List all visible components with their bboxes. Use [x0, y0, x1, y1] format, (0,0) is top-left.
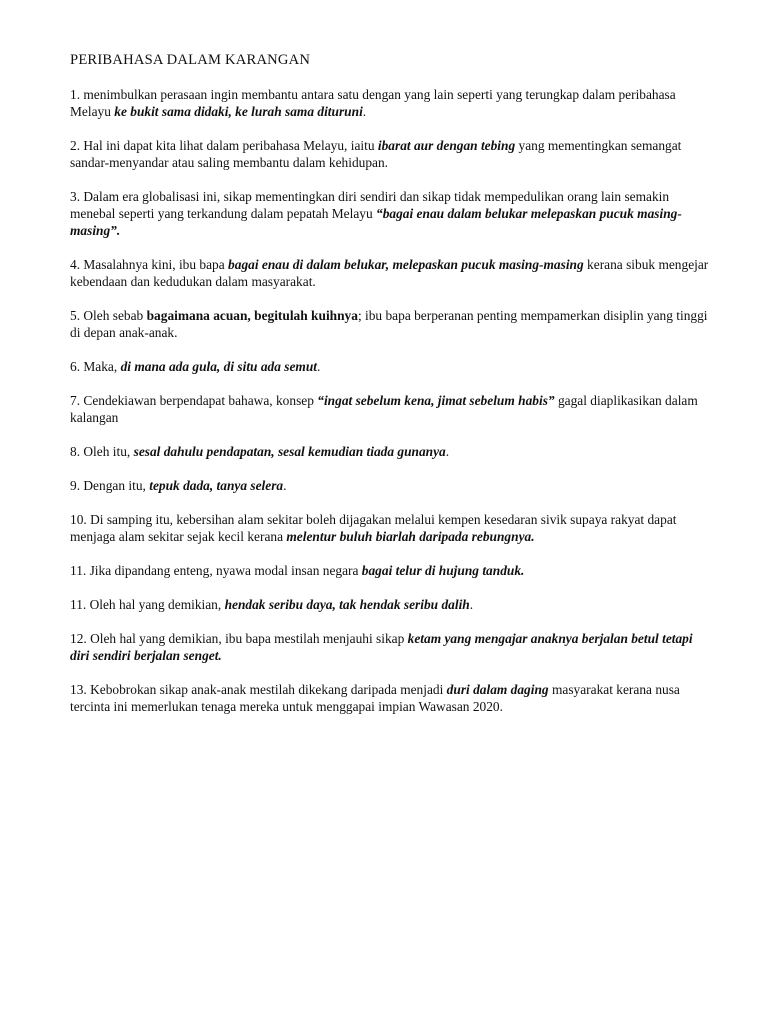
paragraph-text: kerana sibuk mengejar kebendaan dan kedudukan dalam masyarakat. — [70, 257, 709, 289]
paragraph-item — [70, 86, 710, 120]
paragraph-text: . — [469, 597, 474, 612]
paragraph-text: masyarakat kerana nusa tercinta ini memerlukan tenaga mereka untuk menggapai impian Wawasan 2020. — [70, 682, 680, 714]
paragraph-item — [70, 562, 710, 579]
proverb-text: “ingat sebelum kena, jimat sebelum habis” — [317, 393, 555, 408]
paragraph-text: ; ibu bapa berperanan penting mempamerkan disiplin yang tinggi di depan anak-anak. — [70, 308, 708, 340]
paragraph-text: 3. Dalam era globalisasi ini, sikap mementingkan diri sendiri dan sikap tidak mempedulikan orang lain semakin menebal seperti yang terkandung dalam pepatah Melayu — [70, 189, 670, 221]
paragraph-text: 2. Hal ini dapat kita lihat dalam peribahasa Melayu, iaitu — [70, 138, 378, 153]
proverb-text: hendak seribu daya, tak hendak seribu dalih — [224, 597, 470, 612]
proverb-text: di mana ada gula, di situ ada semut — [120, 359, 318, 374]
proverb-text: ketam yang mengajar anaknya berjalan betul tetapi diri sendiri berjalan senget. — [70, 631, 693, 663]
proverb-text: ibarat aur dengan tebing — [377, 138, 516, 153]
paragraph-text: 7. Cendekiawan berpendapat bahawa, konsep — [70, 393, 318, 408]
paragraph-list — [70, 86, 710, 715]
paragraph-item — [70, 681, 710, 715]
paragraph-text: 5. Oleh sebab — [70, 308, 147, 323]
paragraph-text: . — [283, 478, 287, 493]
paragraph-text: 1. menimbulkan perasaan ingin membantu antara satu dengan yang lain seperti yang terungkap dalam peribahasa Melayu — [70, 87, 676, 119]
paragraph-text: . — [317, 359, 321, 374]
proverb-text: melentur buluh biarlah daripada rebungnya. — [286, 529, 535, 544]
paragraph-text: 12. Oleh hal yang demikian, ibu bapa mestilah menjauhi sikap — [70, 631, 408, 646]
proverb-text: duri dalam daging — [446, 682, 549, 697]
proverb-text: bagai enau di dalam belukar, melepaskan pucuk masing-masing — [228, 257, 584, 272]
paragraph-text: . — [362, 104, 367, 119]
document-title: PERIBAHASA DALAM KARANGAN — [70, 52, 311, 68]
document-page — [70, 52, 710, 732]
proverb-text: ke bukit sama didaki, ke lurah sama dituruni — [114, 104, 363, 119]
paragraph-text: 11. Oleh hal yang demikian, — [70, 597, 225, 612]
paragraph-item — [70, 307, 710, 341]
paragraph-text: 6. Maka, — [70, 359, 121, 374]
proverb-text: bagai telur di hujung tanduk. — [361, 563, 525, 578]
proverb-text: tepuk dada, tanya selera — [149, 478, 284, 493]
paragraph-item — [70, 188, 710, 239]
proverb-text: bagaimana acuan, begitulah kuihnya — [146, 308, 358, 323]
paragraph-text: 13. Kebobrokan sikap anak-anak mestilah dikekang daripada menjadi — [70, 682, 447, 697]
paragraph-item — [70, 477, 710, 494]
paragraph-text: 10. Di samping itu, kebersihan alam sekitar boleh dijagakan melalui kempen kesedaran sivik supaya rakyat dapat menjaga alam sekitar sejak kecil kerana — [70, 512, 677, 544]
paragraph-item — [70, 137, 710, 171]
paragraph-text: 11. Jika dipandang enteng, nyawa modal insan negara — [70, 563, 362, 578]
paragraph-text: yang mementingkan semangat sandar-menyandar atau saling membantu dalam kehidupan. — [70, 138, 682, 170]
paragraph-text: gagal diaplikasikan dalam kalangan — [70, 393, 698, 425]
paragraph-item — [70, 630, 710, 664]
paragraph-item — [70, 256, 710, 290]
paragraph-item — [70, 358, 710, 375]
paragraph-text: 4. Masalahnya kini, ibu bapa — [70, 257, 229, 272]
paragraph-text: 8. Oleh itu, — [70, 444, 134, 459]
proverb-text: sesal dahulu pendapatan, sesal kemudian tiada gunanya — [133, 444, 446, 459]
paragraph-item — [70, 596, 710, 613]
paragraph-text: 9. Dengan itu, — [70, 478, 150, 493]
paragraph-item — [70, 392, 710, 426]
paragraph-item — [70, 443, 710, 460]
paragraph-text: . — [445, 444, 450, 459]
proverb-text: “bagai enau dalam belukar melepaskan pucuk masing-masing”. — [70, 206, 682, 238]
paragraph-item — [70, 511, 710, 545]
